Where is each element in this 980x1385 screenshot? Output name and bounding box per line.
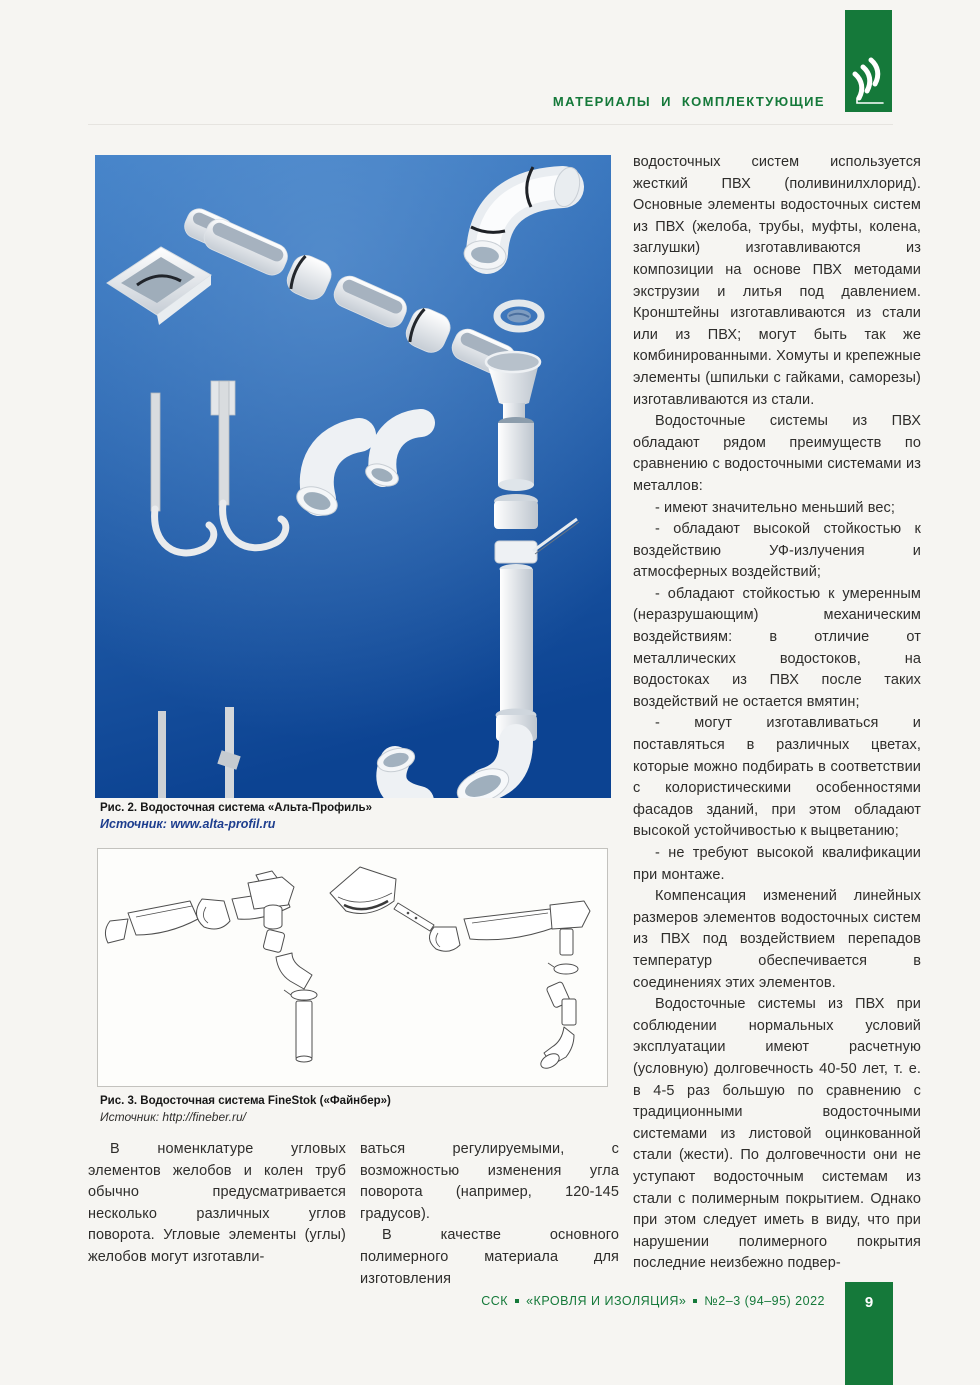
footer-journal-name: «КРОВЛЯ И ИЗОЛЯЦИЯ»: [526, 1294, 687, 1308]
paragraph: Водосточные системы из ПВХ при соблюдении нормальных условий эксплуатации имеют расчетную (условную) долговечность 40-50 лет, т. е. в 4-5 раз большую по сравнению с традиционными водосточными системами из листовой оцинкованной стали (жести). По долговечности они не уступают водосточным системам из стали с полимерным покрытием. Однако при этом следует иметь в виду, что при нарушении полимерного покрытия последние неизбежно подвер-: [633, 996, 921, 1272]
footer: [481, 1294, 825, 1308]
paragraph: Водосточные системы из ПВХ обладают рядом преимуществ по сравнению с водосточными системами из металлов:: [633, 413, 921, 494]
ssk-leaves-logo-icon: [845, 10, 892, 112]
paragraph: - обладают стойкостью к умеренным (неразрушающим) механическим воздействиям: в отличие от металлических водостоков, на водостоках из ПВХ после таких воздействий не остается вмятин;: [633, 585, 921, 710]
figure3-caption: [100, 1094, 391, 1126]
square-bullet-icon: [693, 1299, 697, 1303]
footer-journal-abbr: ССК: [481, 1294, 509, 1308]
figure2-image: [95, 155, 611, 798]
paragraph: - могут изготавливаться и поставляться в различных цветах, которые можно подбирать в соответствии с колористическими особенностями фасадов зданий, при этом обладают высокой устойчивостью к выцветанию;: [633, 715, 921, 840]
paragraph: В качестве основного полимерного материала для изготовления: [360, 1227, 619, 1287]
figure2-caption: [100, 801, 372, 833]
figure2-photo: [95, 155, 611, 798]
paragraph: - не требуют высокой квалификации при монтаже.: [633, 845, 921, 883]
page-number: 9: [864, 1294, 874, 1311]
journal-logo: [845, 10, 892, 112]
footer-issue: №2–3 (94–95) 2022: [704, 1294, 825, 1308]
paragraph: - имеют значительно меньший вес;: [655, 499, 895, 516]
paragraph: ваться регулируемыми, с возможностью изменения угла поворота (например, 120-145 градусов).: [360, 1141, 619, 1222]
paragraph: В номенклатуре угловых элементов желобов и колен труб обычно предусматривается несколько различных углов поворота. Угловые элементы (углы) желобов могут изготавли-: [88, 1141, 346, 1265]
figure3-caption-source: Источник: http://fineber.ru/: [100, 1110, 247, 1124]
paragraph: Компенсация изменений линейных размеров элементов водосточных систем из ПВХ под воздействием перепадов температур обеспечивается в соединениях этих элементов.: [633, 888, 921, 991]
figure3-caption-title: Рис. 3. Водосточная система FineStok («Файнбер»): [100, 1095, 391, 1107]
figure2-caption-title: Рис. 2. Водосточная система «Альта-Профиль»: [100, 802, 373, 814]
figure3-drawing: [97, 848, 608, 1087]
paragraph: - обладают высокой стойкостью к воздействию УФ-излучения и атмосферных воздействий;: [633, 521, 921, 581]
figure3-image: [98, 849, 607, 1086]
square-bullet-icon: [515, 1299, 519, 1303]
paragraph: водосточных систем используется жесткий ПВХ (поливинилхлорид). Основные элементы водосточных систем из ПВХ (желоба, трубы, муфты, колена, заглушки) изготавливаются из композиции на основе ПВХ методами экструзии и литья под давлением. Кронштейны изготавливаются из стали или из ПВХ; могут быть так же комбинированными. Хомуты и крепежные элементы (шпильки с гайками, саморезы) изготавливаются из стали.: [633, 154, 921, 408]
bottom-middle-text-column: [360, 1139, 619, 1290]
header-divider: [88, 124, 893, 125]
page-number-box: [845, 1282, 893, 1385]
right-text-column: [633, 152, 921, 1275]
figure2-caption-source: Источник: www.alta-profil.ru: [100, 817, 276, 831]
bottom-left-text-column: [88, 1139, 346, 1269]
section-title: МАТЕРИАЛЫ И КОМПЛЕКТУЮЩИЕ: [552, 94, 825, 109]
